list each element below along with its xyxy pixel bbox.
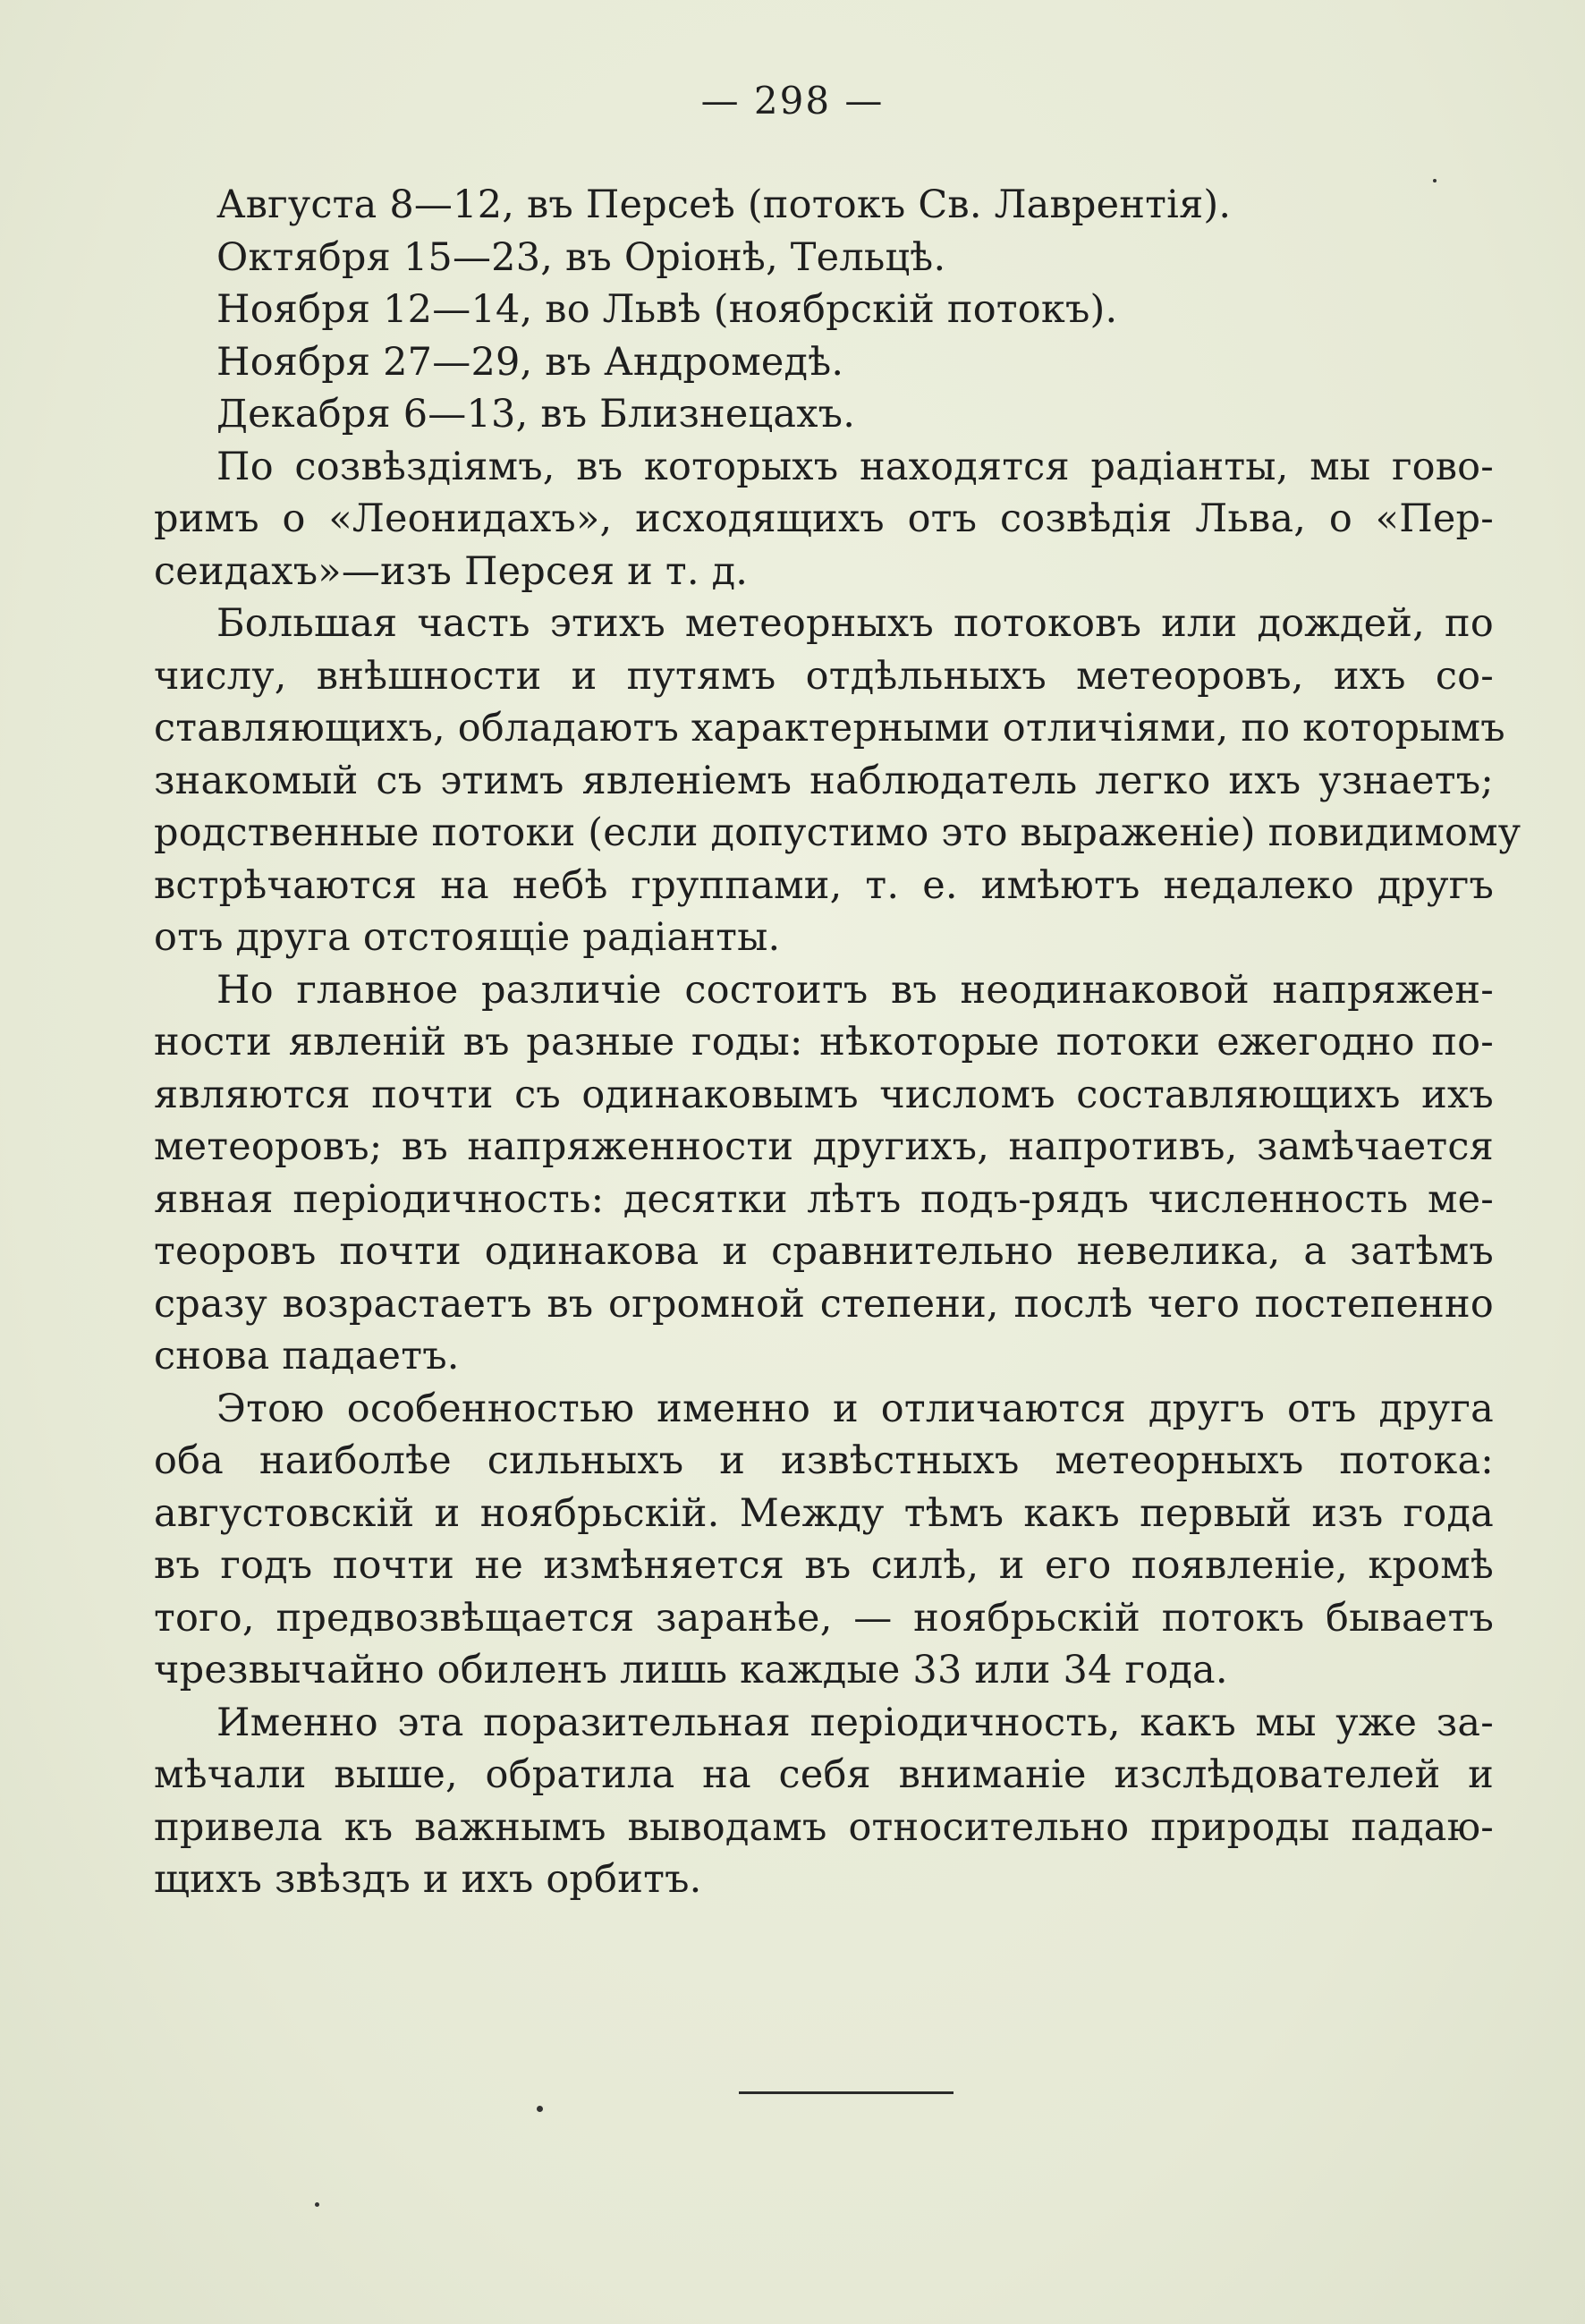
text-line: того, предвозвѣщается заранѣе, — ноябрьскій потокъ бываетъ <box>154 1595 1494 1641</box>
text-line: Большая часть этихъ метеорныхъ потоковъ или дождей, по <box>216 601 1494 646</box>
ink-speck <box>315 2202 319 2207</box>
text-line: чрезвычайно обиленъ лишь каждые 33 или 34 года. <box>154 1648 1228 1692</box>
text-line: метеоровъ; въ напряженности другихъ, напротивъ, замѣчается <box>154 1124 1494 1169</box>
text-line: августовскій и ноябрьскій. Между тѣмъ какъ первый изъ года <box>154 1490 1494 1536</box>
text-line: щихъ звѣздъ и ихъ орбитъ. <box>154 1857 702 1902</box>
ink-speck <box>1433 179 1437 182</box>
text-line: Декабря 6—13, въ Близнецахъ. <box>216 392 856 437</box>
text-line: ности явленій въ разные годы: нѣкоторые потоки ежегодно по- <box>154 1020 1494 1064</box>
text-line: числу, внѣшности и путямъ отдѣльныхъ метеоровъ, ихъ со- <box>154 653 1494 699</box>
text-line: родственные потоки (если допустимо это выраженіе) повидимому <box>154 810 1521 855</box>
text-line: въ годъ почти не измѣняется въ силѣ, и его появленіе, кромѣ <box>154 1543 1494 1588</box>
text-line: знакомый съ этимъ явленіемъ наблюдатель легко ихъ узнаетъ; <box>154 758 1494 803</box>
body-text <box>154 179 1521 1906</box>
text-line: Ноября 27—29, въ Андромедѣ. <box>216 339 844 385</box>
text-line: отъ друга отстоящіе радіанты. <box>154 915 781 960</box>
text-line: ставляющихъ, обладаютъ характерными отличіями, по которымъ <box>154 706 1505 751</box>
end-rule <box>739 2091 954 2094</box>
text-line: явная періодичность: десятки лѣтъ подъ-рядъ численность ме- <box>154 1176 1494 1222</box>
text-line: Августа 8—12, въ Персеѣ (потокъ Св. Лаврентія). <box>216 182 1232 227</box>
text-line: теоровъ почти одинакова и сравнительно невелика, а затѣмъ <box>154 1229 1494 1274</box>
text-line: Ноября 12—14, во Львѣ (ноябрскій потокъ). <box>216 287 1118 332</box>
ink-speck <box>537 2106 543 2112</box>
text-line: являются почти съ одинаковымъ числомъ составляющихъ ихъ <box>154 1072 1494 1117</box>
text-line: сразу возрастаетъ въ огромной степени, послѣ чего постепенно <box>154 1281 1494 1327</box>
text-line: встрѣчаются на небѣ группами, т. е. имѣютъ недалеко другъ <box>154 862 1494 908</box>
text-line: По созвѣздіямъ, въ которыхъ находятся радіанты, мы гово- <box>216 444 1494 489</box>
text-line: Этою особенностью именно и отличаются другъ отъ друга <box>216 1386 1494 1431</box>
text-line: мѣчали выше, обратила на себя вниманіе изслѣдователей и <box>154 1752 1494 1797</box>
text-line: Но главное различіе состоитъ въ неодинаковой напряжен- <box>216 967 1494 1013</box>
text-line: Октября 15—23, въ Оріонѣ, Тельцѣ. <box>216 234 946 280</box>
page-number: — 298 — <box>700 79 885 123</box>
text-line: Именно эта поразительная періодичность, какъ мы уже за- <box>216 1700 1494 1745</box>
text-line: привела къ важнымъ выводамъ относительно природы падаю- <box>154 1804 1494 1850</box>
text-line: оба наиболѣе сильныхъ и извѣстныхъ метеорныхъ потока: <box>154 1438 1494 1483</box>
text-line: снова падаетъ. <box>154 1334 460 1378</box>
text-line: сеидахъ»—изъ Персея и т. д. <box>154 548 749 594</box>
text-line: римъ о «Леонидахъ», исходящихъ отъ созвѣдія Льва, о «Пер- <box>154 496 1494 541</box>
